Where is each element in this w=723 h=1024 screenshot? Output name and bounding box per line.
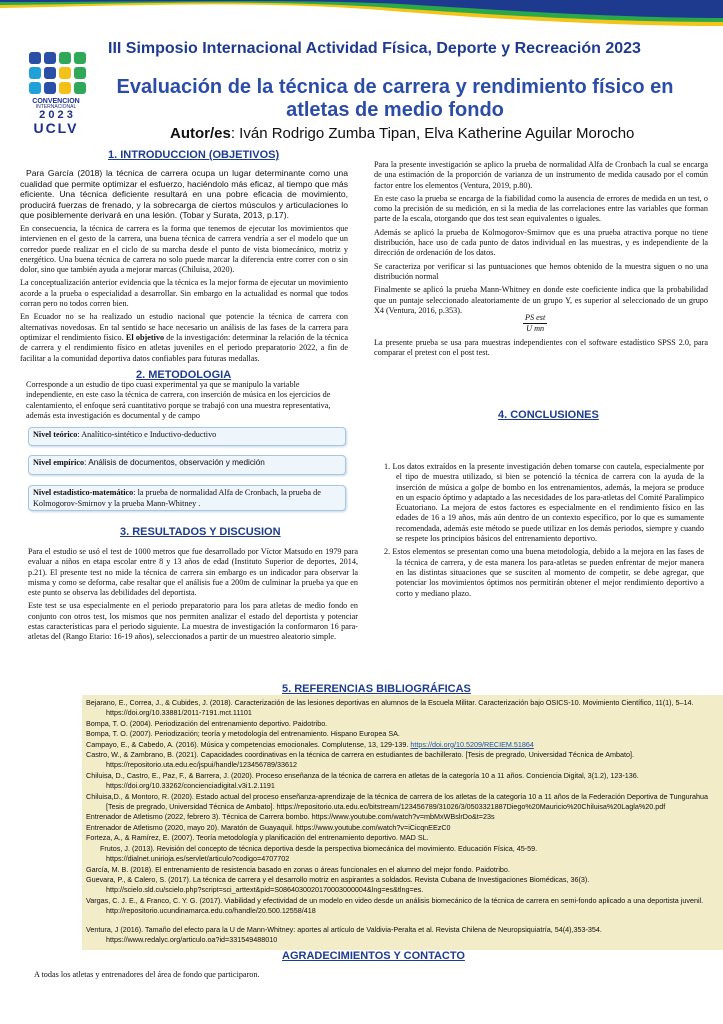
- conclusion-1: 1. Los datos extraídos en la presente investigación deben tomarse con cautela, especialmente por el tipo de muestra utilizado, si bien se potenció la técnica de carrera con la ayuda de la inserción de música a golpe de bombo en los entrenamientos, además, la mejora se produce en un espacio óptimo y adaptado a las necesidades de los para-atletas del Comité Paralímpico Ecuatoriano. La mejora de estos factores es especialmente en el rendimiento físico en las edades de 16 a 19 años, más aún dentro de un contexto específico, por lo que es sumamente recomendada, además este método se puede utilizar en los demás periodos, siempre y cuando se respete los principios básicos del entrenamiento deportivo.: [384, 462, 704, 544]
- box3-text: : la prueba de normalidad Alfa de Cronbach, la prueba de Kolmogorov-Smirnov y la prueba Mann-Whitney .: [33, 488, 321, 508]
- references-heading: 5. REFERENCIAS BIBLIOGRÁFICAS: [282, 683, 471, 695]
- results-body: [28, 547, 358, 646]
- reference-item: Ventura, J (2016). Tamaño del efecto para la U de Mann-Whitney: aportes al artículo de Valdivia-Peralta et al. Revista Chilena de Neuropsiquiatría, 54(4),353-354.: [86, 924, 602, 934]
- reference-link[interactable]: https://www.redalyc.org/articulo.oa?id=331549488010: [106, 934, 278, 944]
- reference-item: [Tesis de pregrado, Universidad Técnica de Ambato]. https://repositorio.uta.edu.ec/bitstream/123456789/31026/3/0503321887Diego%20Mauricio%20Chiluisa%20Lagla%20.pdf: [106, 802, 666, 812]
- intro-paragraph-1: [20, 168, 348, 221]
- box1-text: : Analítico-sintético e Inductivo-deductivo: [77, 430, 217, 439]
- reference-link[interactable]: https://doi.org/10.5209/RECIEM.51864: [410, 739, 534, 749]
- reference-item: Chiluisa,D., & Montoro, R. (2020). Estado actual del proceso enseñanza-aprendizaje de la técnica de carrera de los atletas de la categoría 10 a 11 años de la Federación Deportiva de Tungurahua: [86, 791, 708, 801]
- box1-label: Nivel teórico: [33, 430, 78, 439]
- authors-line: [170, 125, 690, 142]
- reference-item: Entrenador de Atletismo (2022, febrero 3). Técnica de Carrera bombo. https://www.youtube.com/watch?v=mbMxWBslrDo&t=23s: [86, 812, 495, 822]
- reference-link[interactable]: https://dialnet.unirioja.es/servlet/articulo?codigo=4707702: [106, 854, 290, 864]
- intro-objective-label: El objetivo: [125, 332, 165, 342]
- reference-item: García, M. B. (2018). El entrenamiento de resistencia basado en zonas o áreas funcionales en el alumno del mejor fondo. Paidotribo.: [86, 864, 510, 874]
- thanks-heading: AGRADECIMIENTOS Y CONTACTO: [282, 950, 465, 962]
- logo-line1: CONVENCION: [32, 98, 80, 105]
- header-color-bar: [0, 0, 723, 30]
- right-column-body: [374, 160, 708, 319]
- reference-item: Bompa, T. O. (2007). Periodización; teoría y metodología del entrenamiento. Hispano Europea SA.: [86, 729, 400, 739]
- logo-line2: INTERNACIONAL: [35, 104, 77, 110]
- reference-item: [86, 740, 718, 750]
- intro-paragraph-4: [20, 312, 348, 363]
- method-heading: 2. METODOLOGIA: [136, 369, 232, 381]
- results-paragraph-2: Este test se usa especialmente en el periodo preparatorio para los para atletas de medio fondo en conjunto con otros test, los mismos que nos permiten analizar el estado del deportista y potenciar estas características para el periodo siguiente. La muestra de investigación la conformaron 16 para-atletas del (Rango Etario: 16-19 años), seleccionados a partir de un muestreo aleatorio simple.: [28, 601, 358, 642]
- intro-p4-part-c: de la investigación: determinar la relación de la técnica de carrera y el rendimiento físico en atletas juveniles en el periodo preparatorio 2022, a fin de facilitar a la comunidad deportiva datos confiables para futuras medallas.: [20, 332, 348, 363]
- logo-squares-icon: [29, 52, 86, 94]
- conclusions-body: [384, 462, 704, 602]
- logo-year: 2 0 2 3: [39, 109, 73, 121]
- convencion-logo: [26, 52, 86, 135]
- reference-link[interactable]: https://repositorio.uta.edu.ec/jspui/handle/123456789/33612: [106, 760, 298, 770]
- reference-text: Campayo, E., & Cabedo, A. (2016). Música y competencias emocionales. Complutense, 13, 129-139.: [86, 739, 411, 749]
- conclusions-heading: 4. CONCLUSIONES: [498, 409, 599, 421]
- reference-link[interactable]: http://scielo.sld.cu/scielo.php?script=sci_arttext&pid=S0864030020170003000004&lng=es&tlng=es.: [106, 885, 424, 895]
- right-paragraph-4: Se caracteriza por verificar si las puntuaciones que hemos obtenido de la muestra siguen o no una distribución normal: [374, 261, 708, 281]
- box2-text: : Análisis de documentos, observación y medición: [84, 458, 265, 467]
- reference-item: Castro, W., & Zambrano, B. (2021). Capacidades coordinativas en la técnica de carrera en estudiantes de bachillerato. [Tesis de pregrado, Universidad Técnica de Ambato].: [86, 750, 635, 760]
- reference-item: Forteza, A., & Ramírez, E. (2007). Teoría metodología y planificación del entrenamiento deportivo. MAD SL.: [86, 833, 429, 843]
- box3-label: Nivel estadístico-matemático: [33, 488, 134, 497]
- intro-p4-part-a: En Ecuador no se ha realizado un estudio nacional que potencie la técnica de carrera con alternativas novedosas. En tal sentido se hace necesario un análisis de las fases de la carrera para optimizar el rendimiento físico.: [20, 312, 348, 342]
- intro-paragraph-2: En consecuencia, la técnica de carrera es la forma que tenemos de ejecutar los movimientos que intervienen en el gesto de la carrera, una buena técnica de carrera vendría a ser el modelo que un corredor puede realizar en el ciclo de su marcha desde el punto de vista biomecánico, motriz y energético. Una buena técnica de carrera no solo puede marcar la diferencia entre correr con o sin dolor, sino que también ayuda a mejorar marcas (Chiluisa, 2020).: [20, 224, 348, 275]
- intro-heading: 1. INTRODUCCION (OBJETIVOS): [108, 149, 280, 161]
- reference-item: Bejarano, E., Correa, J., & Cubides, J. (2018). Caracterización de las lesiones deportivas en alumnos de la Escuela Militar. Caracterización bajo OSICS-10. Movimiento Científico, 11(1), 5–14.: [86, 698, 694, 707]
- reference-item: Guevara, P., & Calero, S. (2017). La técnica de carrera y el desarrollo motriz en aspirantes a soldados. Revista Cubana de Investigaciones Biomédicas, 36(3).: [86, 874, 590, 884]
- reference-item: Frutos, J. (2013). Revisión del concepto de técnica deportiva desde la perspectiva biomecánica del movimiento. Educación Física, 45-59.: [100, 843, 538, 853]
- results-paragraph-1: Para el estudio se usó el test de 1000 metros que fue desarrollado por Víctor Matsudo en 1979 para evaluar a niños en etapa escolar entre 8 y 13 años de edad (Instituto Superior de deportes, 2014, p.21). El presente test no mide la técnica de carrera sin embargo es un indicador para observar la misma y como se deforma, cabe resaltar que el análisis fue a 200m de culminar la prueba ya que en este punto se observa las debilidades del deportista.: [28, 547, 358, 598]
- references-list: [86, 698, 718, 945]
- reference-link[interactable]: https://doi.org/10.33881/2011-7191.mct.11101: [106, 708, 252, 718]
- logo-org: UCLV: [33, 120, 79, 136]
- thanks-text: A todas los atletas y entrenadores del área de fondo que participaron.: [34, 970, 260, 979]
- method-box-statistical: [28, 485, 346, 511]
- reference-item: Bompa, T. O. (2004). Periodización del entrenamiento deportivo. Paidotribo.: [86, 718, 328, 728]
- box2-label: Nivel empírico: [33, 458, 85, 467]
- intro-p1-text: Para García (2018) la técnica de carrera ocupa un lugar determinante como una cualidad que permite optimizar el esfuerzo, haciéndolo más eficaz, al tiempo que más eficiente. Una técnica deficiente resultará en una pobre eficacia de movimiento, producirá fuerzas de frenado, y la sobrecarga de ciertos músculos y articulaciones lo que posiblemente derivará en una lesión. (Tobar y Surata, 2013, p.17).: [20, 168, 348, 220]
- right-paragraph-3: Además se aplicó la prueba de Kolmogorov-Smirnov que es una prueba atractiva porque no tiene distribución, hace uso de cada punto de datos individual en las muestras, y es independiente de la dirección de ordenación de los datos.: [374, 227, 708, 258]
- reference-item: Chiluisa, D., Castro, E., Paz, F., & Barrera, J. (2020). Proceso enseñanza de la técnica de carrera en atletas de la categoría 10 a 11 años. Conciencia Digital, 3(1.2), 123-136.: [86, 770, 639, 780]
- method-box-empirical: [28, 455, 346, 475]
- reference-item: Vargas, C. J. E., & Franco, C. Y. G. (2017). Viabilidad y efectividad de un modelo en video desde un análisis biomecánico de la técnica de carrera en semi-fondo aplicado a una deportista juvenil.: [86, 895, 704, 905]
- authors-names: : Iván Rodrigo Zumba Tipan, Elva Katherine Aguilar Morocho: [230, 125, 635, 142]
- right-paragraph-1: Para la presente investigación se aplico la prueba de normalidad Alfa de Cronbach la cual se encarga de una estimación de la proporción de varianza de un instrumento de medida causado por el común factor entre los elementos (Ventura, 2019, p.80).: [374, 160, 708, 190]
- conclusion-2: 2. Estos elementos se presentan como una buena metodología, debido a la mejora en las fases de la técnica de carrera, y de esta manera los para-atletas se pueden enfrentar de mejor manera en las distintas situaciones que se susciten al momento de competir, se debe agregar, que potenciar los movimientos óptimos nos permitirán obtener el mejor rendimiento deportivo a corto y mediano plazo.: [384, 547, 704, 598]
- reference-link[interactable]: http://repositorio.ucundinamarca.edu.co/handle/20.500.12558/418: [106, 906, 316, 916]
- poster-title: Evaluación de la técnica de carrera y rendimiento físico en atletas de medio fondo: [116, 76, 674, 121]
- right-paragraph-2: En este caso la prueba se encarga de la fiabilidad como la ausencia de errores de medida en un test, o como la precisión de su medición, en si la media de las correlaciones entre las variables que forman parte de la escala, otorgando que dos test sean equivalentes o iguales.: [374, 193, 708, 224]
- reference-link[interactable]: https://doi.org/10.33262/concienciadigital.v3i1.2.1191: [106, 781, 275, 791]
- intro-body: [20, 224, 348, 367]
- formula-denominator: U mn: [526, 324, 545, 333]
- formula-numerator: PS est: [525, 313, 546, 322]
- method-paragraph: Corresponde a un estudio de tipo cuasi experimental ya que se manipulo la variable independiente, en este caso la técnica de carrera, con inserción de música en los ejercicios de calentamiento, el enfoque será cuantitativo porque se trabajó con una muestra representativa, además esta investigación es documental y de campo: [26, 380, 331, 420]
- authors-label: Autor/es: [170, 125, 231, 142]
- reference-item: Entrenador de Atletismo (2020, mayo 20). Maratón de Guayaquil. https://www.youtube.com/watch?v=iCicqnEEzC0: [86, 822, 451, 832]
- right-paragraph-5: Finalmente se aplicó la prueba Mann-Whitney en donde este coeficiente indica que la probabilidad que un puntaje seleccionado aleatoriamente de un grupo Y, es superior al seleccionado de un grupo X4 (Ventura, 2016, p.353).: [374, 285, 708, 315]
- method-box-theoretical: [28, 427, 346, 446]
- event-title: III Simposio Internacional Actividad Física, Deporte y Recreación 2023: [108, 40, 641, 57]
- mann-whitney-formula: [523, 313, 547, 334]
- intro-paragraph-3: La conceptualización anterior evidencia que la técnica es la mejor forma de ejecutar un movimiento acorde a la prueba o especialidad a desarrollar. Sin embargo en la actualidad es normal que todos corran pero no todos corren bien.: [20, 278, 348, 309]
- results-heading: 3. RESULTADOS Y DISCUSION: [120, 526, 281, 538]
- right-paragraph-6: La presente prueba se usa para muestras independientes con el software estadístico SPSS 2.0, para comparar el pretest con el post test.: [374, 338, 708, 358]
